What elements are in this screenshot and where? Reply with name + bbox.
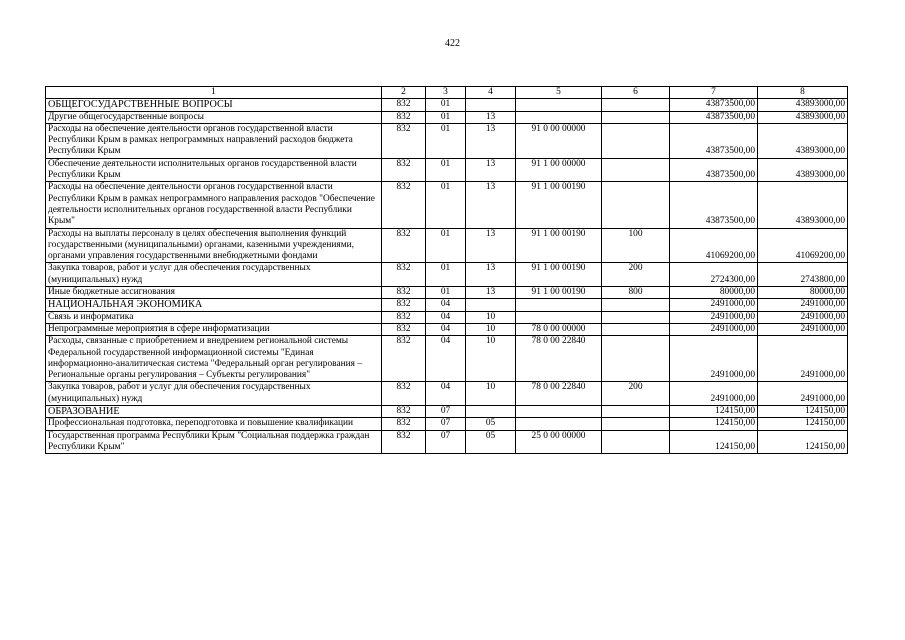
column-header-5: 5	[516, 87, 602, 99]
row-name-cell: ОБРАЗОВАНИЕ	[46, 406, 382, 418]
row-target-article-cell: 25 0 00 00000	[516, 430, 602, 454]
row-target-article-cell	[516, 299, 602, 311]
row-name-cell: Профессиональная подготовка, переподготовка и повышение квалификации	[46, 418, 382, 430]
row-expense-type-cell: 800	[602, 287, 670, 299]
row-amount-1-cell: 2491000,00	[670, 336, 758, 382]
row-expense-type-cell: 200	[602, 382, 670, 406]
row-name-cell: Расходы на выплаты персоналу в целях обеспечения выполнения функций государственными (муниципальными) органами, казенными учреждениями, органами управления государственными внебюджетными фондами	[46, 228, 382, 263]
row-expense-type-cell	[602, 406, 670, 418]
row-target-article-cell: 78 0 00 00000	[516, 323, 602, 335]
table-row	[46, 323, 848, 335]
row-section-cell: 01	[426, 123, 466, 158]
column-header-6: 6	[602, 87, 670, 99]
row-code-cell: 832	[382, 430, 426, 454]
row-amount-2-cell: 2491000,00	[758, 323, 848, 335]
row-target-article-cell: 91 1 00 00190	[516, 263, 602, 287]
row-amount-2-cell: 43893000,00	[758, 182, 848, 228]
row-amount-2-cell: 43893000,00	[758, 111, 848, 123]
row-section-cell: 01	[426, 158, 466, 182]
row-amount-2-cell: 2491000,00	[758, 299, 848, 311]
row-subsection-cell: 13	[466, 111, 516, 123]
row-name-cell: Обеспечение деятельности исполнительных органов государственной власти Республики Крым	[46, 158, 382, 182]
row-subsection-cell: 13	[466, 263, 516, 287]
row-amount-2-cell: 41069200,00	[758, 228, 848, 263]
row-amount-1-cell: 43873500,00	[670, 123, 758, 158]
row-section-cell: 01	[426, 99, 466, 111]
row-subsection-cell: 13	[466, 182, 516, 228]
table-row	[46, 311, 848, 323]
row-code-cell: 832	[382, 323, 426, 335]
row-target-article-cell: 78 0 00 22840	[516, 382, 602, 406]
row-expense-type-cell	[602, 158, 670, 182]
table-row	[46, 158, 848, 182]
row-subsection-cell: 13	[466, 287, 516, 299]
row-expense-type-cell: 200	[602, 263, 670, 287]
table-row	[46, 182, 848, 228]
column-header-2: 2	[382, 87, 426, 99]
row-amount-1-cell: 41069200,00	[670, 228, 758, 263]
table-header-row	[46, 87, 848, 99]
row-amount-1-cell: 124150,00	[670, 406, 758, 418]
row-code-cell: 832	[382, 99, 426, 111]
row-amount-2-cell: 124150,00	[758, 418, 848, 430]
row-target-article-cell: 91 1 00 00190	[516, 228, 602, 263]
row-section-cell: 01	[426, 287, 466, 299]
row-target-article-cell: 91 1 00 00190	[516, 287, 602, 299]
row-amount-1-cell: 2491000,00	[670, 311, 758, 323]
row-expense-type-cell	[602, 336, 670, 382]
row-amount-1-cell: 80000,00	[670, 287, 758, 299]
row-section-cell: 07	[426, 406, 466, 418]
row-target-article-cell: 91 0 00 00000	[516, 123, 602, 158]
row-amount-1-cell: 124150,00	[670, 418, 758, 430]
row-target-article-cell: 91 1 00 00000	[516, 158, 602, 182]
row-expense-type-cell	[602, 430, 670, 454]
column-header-8: 8	[758, 87, 848, 99]
table-row	[46, 123, 848, 158]
row-expense-type-cell	[602, 299, 670, 311]
budget-table	[45, 86, 848, 454]
row-name-cell: Непрограммные мероприятия в сфере информатизации	[46, 323, 382, 335]
row-section-cell: 04	[426, 299, 466, 311]
row-amount-2-cell: 2491000,00	[758, 311, 848, 323]
row-expense-type-cell	[602, 182, 670, 228]
row-section-cell: 01	[426, 263, 466, 287]
row-amount-1-cell: 43873500,00	[670, 158, 758, 182]
table-row	[46, 336, 848, 382]
row-name-cell: Закупка товаров, работ и услуг для обеспечения государственных (муниципальных) нужд	[46, 263, 382, 287]
row-expense-type-cell	[602, 99, 670, 111]
row-code-cell: 832	[382, 263, 426, 287]
table-row	[46, 263, 848, 287]
row-subsection-cell: 13	[466, 228, 516, 263]
table-section-row	[46, 299, 848, 311]
row-section-cell: 01	[426, 182, 466, 228]
row-target-article-cell	[516, 418, 602, 430]
row-name-cell: НАЦИОНАЛЬНАЯ ЭКОНОМИКА	[46, 299, 382, 311]
row-target-article-cell: 91 1 00 00190	[516, 182, 602, 228]
row-name-cell: ОБЩЕГОСУДАРСТВЕННЫЕ ВОПРОСЫ	[46, 99, 382, 111]
row-name-cell: Расходы на обеспечение деятельности органов государственной власти Республики Крым в рамках непрограммных направлений расходов бюджета Республики Крым	[46, 123, 382, 158]
row-code-cell: 832	[382, 418, 426, 430]
row-section-cell: 01	[426, 228, 466, 263]
table-section-row	[46, 406, 848, 418]
row-amount-2-cell: 2491000,00	[758, 336, 848, 382]
row-amount-2-cell: 2491000,00	[758, 382, 848, 406]
row-expense-type-cell	[602, 123, 670, 158]
row-amount-2-cell: 43893000,00	[758, 158, 848, 182]
row-section-cell: 04	[426, 336, 466, 382]
row-name-cell: Закупка товаров, работ и услуг для обеспечения государственных (муниципальных) нужд	[46, 382, 382, 406]
row-code-cell: 832	[382, 228, 426, 263]
row-code-cell: 832	[382, 382, 426, 406]
column-header-1: 1	[46, 87, 382, 99]
row-subsection-cell: 10	[466, 323, 516, 335]
row-section-cell: 04	[426, 382, 466, 406]
row-amount-2-cell: 43893000,00	[758, 123, 848, 158]
table-row	[46, 418, 848, 430]
row-subsection-cell	[466, 406, 516, 418]
row-name-cell: Расходы на обеспечение деятельности органов государственной власти Республики Крым в рамках непрограммного направления расходов "Обеспечение деятельности исполнительных органов государственной власти Республики Крым"	[46, 182, 382, 228]
row-code-cell: 832	[382, 336, 426, 382]
row-amount-1-cell: 43873500,00	[670, 111, 758, 123]
row-name-cell: Другие общегосударственные вопросы	[46, 111, 382, 123]
row-subsection-cell: 05	[466, 430, 516, 454]
column-header-3: 3	[426, 87, 466, 99]
row-amount-2-cell: 43893000,00	[758, 99, 848, 111]
row-expense-type-cell	[602, 311, 670, 323]
table-row	[46, 287, 848, 299]
row-expense-type-cell	[602, 111, 670, 123]
row-target-article-cell	[516, 406, 602, 418]
row-subsection-cell	[466, 299, 516, 311]
row-target-article-cell	[516, 99, 602, 111]
row-subsection-cell: 13	[466, 123, 516, 158]
row-amount-2-cell: 124150,00	[758, 406, 848, 418]
row-section-cell: 04	[426, 311, 466, 323]
row-code-cell: 832	[382, 158, 426, 182]
row-code-cell: 832	[382, 111, 426, 123]
column-header-4: 4	[466, 87, 516, 99]
row-subsection-cell: 10	[466, 311, 516, 323]
row-amount-2-cell: 124150,00	[758, 430, 848, 454]
row-name-cell: Связь и информатика	[46, 311, 382, 323]
row-amount-1-cell: 124150,00	[670, 430, 758, 454]
row-subsection-cell	[466, 99, 516, 111]
row-section-cell: 07	[426, 418, 466, 430]
row-code-cell: 832	[382, 406, 426, 418]
page-number: 422	[445, 38, 460, 49]
row-expense-type-cell	[602, 323, 670, 335]
row-code-cell: 832	[382, 311, 426, 323]
row-subsection-cell: 05	[466, 418, 516, 430]
row-code-cell: 832	[382, 299, 426, 311]
column-header-7: 7	[670, 87, 758, 99]
row-target-article-cell	[516, 111, 602, 123]
row-amount-1-cell: 43873500,00	[670, 182, 758, 228]
row-subsection-cell: 10	[466, 336, 516, 382]
table-row	[46, 430, 848, 454]
row-code-cell: 832	[382, 182, 426, 228]
table-row	[46, 111, 848, 123]
row-code-cell: 832	[382, 287, 426, 299]
row-amount-1-cell: 43873500,00	[670, 99, 758, 111]
row-subsection-cell: 10	[466, 382, 516, 406]
table-body	[46, 99, 848, 454]
row-amount-1-cell: 2491000,00	[670, 323, 758, 335]
row-subsection-cell: 13	[466, 158, 516, 182]
row-name-cell: Государственная программа Республики Крым "Социальная поддержка граждан Республики Крым"	[46, 430, 382, 454]
row-amount-1-cell: 2491000,00	[670, 382, 758, 406]
table-row	[46, 228, 848, 263]
row-target-article-cell	[516, 311, 602, 323]
row-amount-2-cell: 80000,00	[758, 287, 848, 299]
row-amount-2-cell: 2743800,00	[758, 263, 848, 287]
row-amount-1-cell: 2491000,00	[670, 299, 758, 311]
row-code-cell: 832	[382, 123, 426, 158]
table-section-row	[46, 99, 848, 111]
row-expense-type-cell: 100	[602, 228, 670, 263]
row-name-cell: Расходы, связанные с приобретением и внедрением региональной системы Федеральной государственной информационной системы "Единая информационно-аналитическая система "Федеральный орган регулирования – Региональные органы регулирования – Субъекты регулирования"	[46, 336, 382, 382]
row-amount-1-cell: 2724300,00	[670, 263, 758, 287]
row-section-cell: 01	[426, 111, 466, 123]
row-section-cell: 04	[426, 323, 466, 335]
row-section-cell: 07	[426, 430, 466, 454]
row-expense-type-cell	[602, 418, 670, 430]
row-name-cell: Иные бюджетные ассигнования	[46, 287, 382, 299]
table-row	[46, 382, 848, 406]
row-target-article-cell: 78 0 00 22840	[516, 336, 602, 382]
